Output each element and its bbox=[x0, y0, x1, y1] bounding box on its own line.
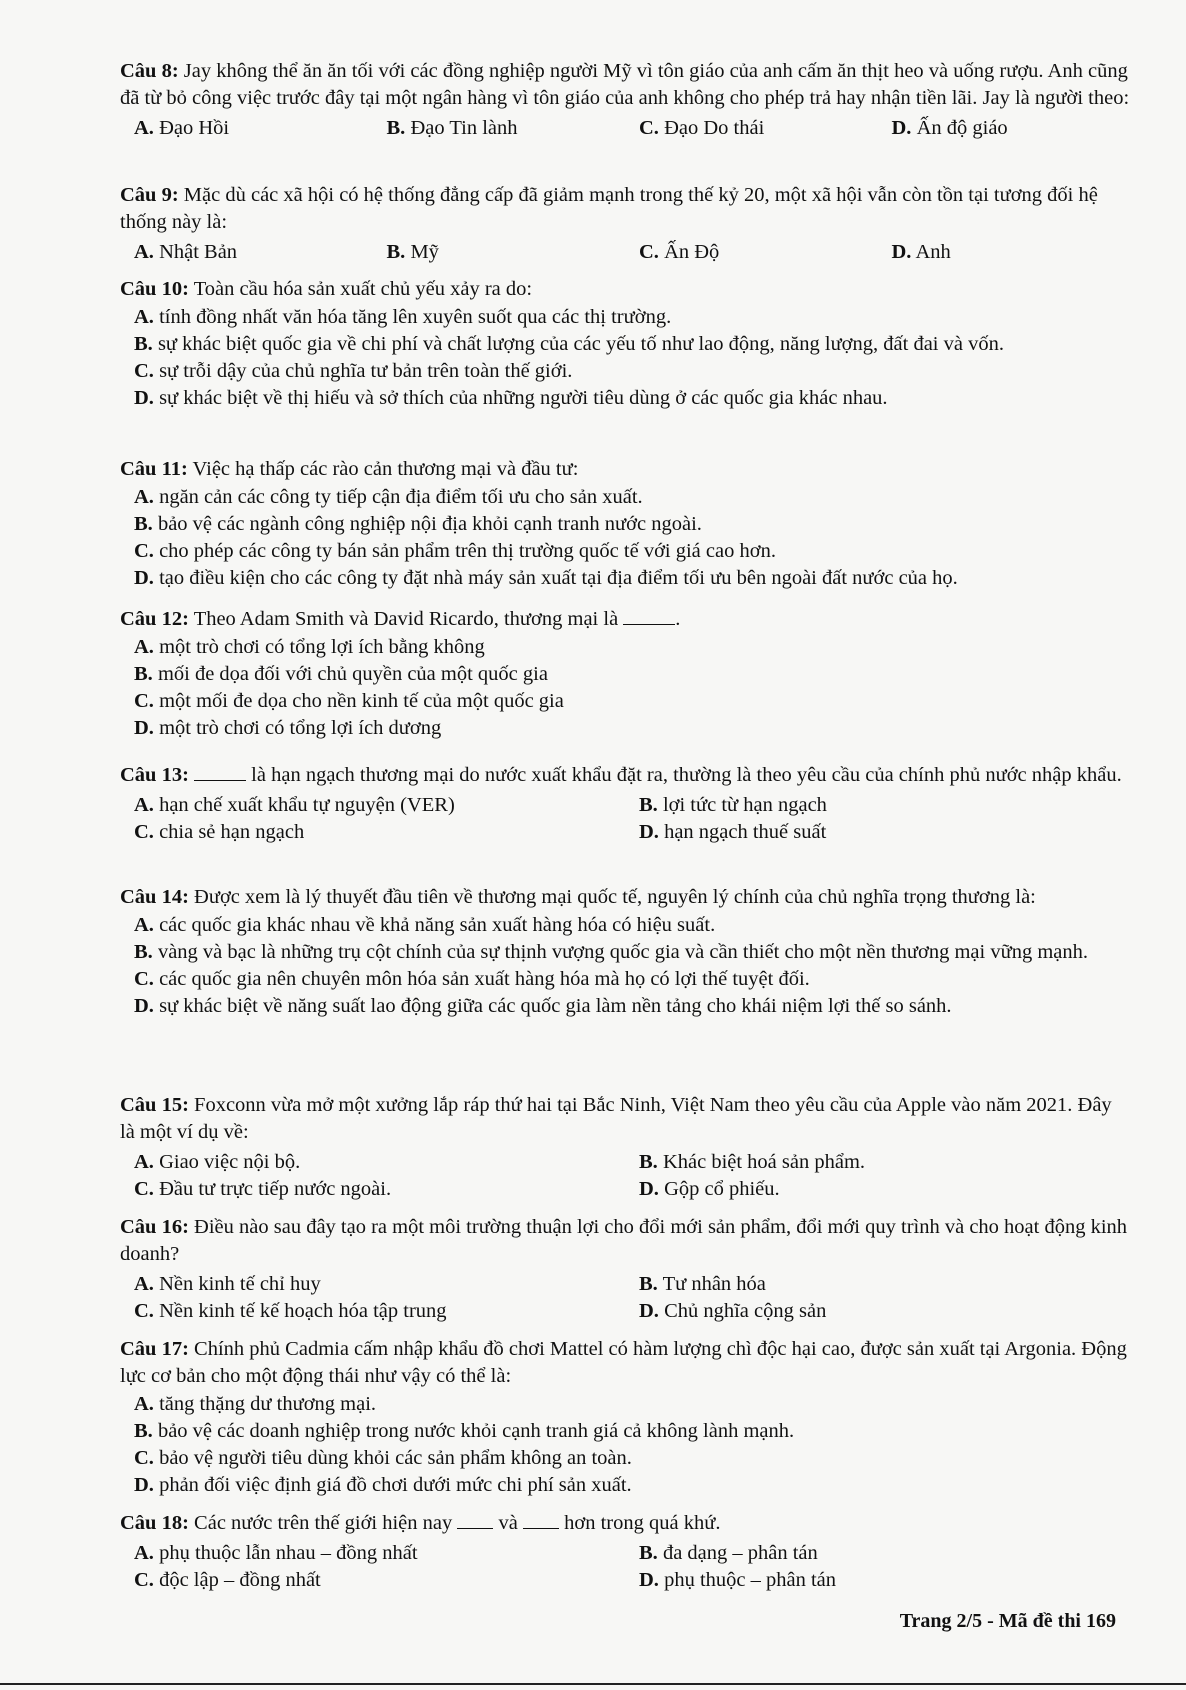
option-a[interactable] bbox=[134, 634, 1130, 661]
question-body: Việc hạ thấp các rào cản thương mại và đầu tư: bbox=[192, 458, 579, 480]
option-text: các quốc gia nên chuyên môn hóa sản xuất hàng hóa mà họ có lợi thế tuyệt đối. bbox=[159, 968, 810, 990]
option-text: một trò chơi có tổng lợi ích dương bbox=[159, 717, 442, 739]
option-d[interactable] bbox=[134, 1472, 1130, 1499]
option-a[interactable] bbox=[134, 304, 1130, 331]
question-10 bbox=[120, 276, 1130, 412]
option-text: chia sẻ hạn ngạch bbox=[159, 821, 305, 843]
question-number: Câu 14: bbox=[120, 886, 189, 908]
answer-blank bbox=[623, 606, 675, 625]
question-body: Theo Adam Smith và David Ricardo, thương mại là bbox=[193, 608, 619, 630]
question-15-text bbox=[120, 1092, 1130, 1146]
option-letter: C. bbox=[134, 821, 154, 843]
question-body-mid: và bbox=[498, 1512, 518, 1534]
question-number: Câu 8: bbox=[120, 60, 179, 82]
option-letter: D. bbox=[134, 1474, 154, 1496]
option-letter: B. bbox=[134, 663, 153, 685]
option-text: Đạo Hồi bbox=[159, 117, 230, 139]
option-d[interactable] bbox=[625, 819, 1130, 846]
option-text: hạn chế xuất khẩu tự nguyện (VER) bbox=[159, 794, 455, 816]
option-letter: A. bbox=[134, 1273, 154, 1295]
option-d[interactable] bbox=[878, 115, 1131, 142]
question-14-text bbox=[120, 884, 1130, 911]
options-row bbox=[120, 1149, 1130, 1176]
option-letter: C. bbox=[134, 690, 154, 712]
options-list bbox=[120, 912, 1130, 1020]
option-letter: B. bbox=[386, 241, 406, 263]
option-letter: C. bbox=[639, 117, 659, 139]
question-body-end: hơn trong quá khứ. bbox=[564, 1512, 721, 1534]
options-row bbox=[120, 1176, 1130, 1203]
question-8-text bbox=[120, 58, 1130, 112]
option-letter: B. bbox=[134, 941, 153, 963]
option-letter: B. bbox=[134, 1420, 153, 1442]
option-letter: B. bbox=[639, 1542, 658, 1564]
question-body: Được xem là lý thuyết đầu tiên về thương mại quốc tế, nguyên lý chính của chủ nghĩa trọng thương là: bbox=[194, 886, 1036, 908]
option-c[interactable] bbox=[134, 688, 1130, 715]
options-list bbox=[120, 1391, 1130, 1499]
question-number: Câu 18: bbox=[120, 1512, 189, 1534]
option-text: sự khác biệt về năng suất lao động giữa các quốc gia làm nền tảng cho khái niệm lợi thế so sánh. bbox=[159, 995, 952, 1017]
question-10-text bbox=[120, 276, 1130, 303]
option-letter: D. bbox=[134, 387, 154, 409]
option-letter: C. bbox=[134, 1178, 154, 1200]
option-letter: D. bbox=[891, 117, 912, 139]
option-letter: B. bbox=[639, 794, 658, 816]
question-17-text bbox=[120, 1336, 1130, 1390]
option-d[interactable] bbox=[625, 1298, 1130, 1325]
options-row bbox=[120, 1298, 1130, 1325]
question-body: Toàn cầu hóa sản xuất chủ yếu xảy ra do: bbox=[193, 278, 533, 300]
option-letter: A. bbox=[134, 306, 154, 328]
option-text: phụ thuộc lẫn nhau – đồng nhất bbox=[159, 1542, 418, 1564]
option-letter: A. bbox=[134, 794, 154, 816]
answer-blank bbox=[457, 1510, 493, 1529]
option-d[interactable] bbox=[625, 1567, 1130, 1594]
option-d[interactable] bbox=[134, 385, 1130, 412]
question-body: Chính phủ Cadmia cấm nhập khẩu đồ chơi Mattel có hàm lượng chì độc hại cao, được sản xuất tại Argonia. Động lực cơ bản cho một động thái như vậy có thể là: bbox=[120, 1338, 1127, 1387]
option-letter: A. bbox=[134, 117, 154, 139]
option-letter: D. bbox=[639, 1300, 659, 1322]
question-16 bbox=[120, 1214, 1130, 1325]
option-letter: A. bbox=[134, 486, 154, 508]
option-text: sự khác biệt về thị hiếu và sở thích của những người tiêu dùng ở các quốc gia khác nhau. bbox=[159, 387, 888, 409]
option-text: Anh bbox=[915, 241, 951, 263]
option-text: Nhật Bản bbox=[159, 241, 238, 263]
question-body: Foxconn vừa mở một xưởng lắp ráp thứ hai tại Bắc Ninh, Việt Nam theo yêu cầu của Apple vào năm 2021. Đây là một ví dụ về: bbox=[120, 1094, 1112, 1143]
options-list bbox=[120, 634, 1130, 742]
options-row bbox=[120, 1567, 1130, 1594]
option-c[interactable] bbox=[120, 1176, 625, 1203]
options-row bbox=[120, 239, 1130, 266]
option-letter: D. bbox=[134, 567, 154, 589]
question-number: Câu 13: bbox=[120, 764, 189, 786]
question-number: Câu 9: bbox=[120, 184, 179, 206]
option-text: cho phép các công ty bán sản phẩm trên thị trường quốc tế với giá cao hơn. bbox=[159, 540, 776, 562]
option-letter: C. bbox=[134, 1447, 154, 1469]
option-d[interactable] bbox=[878, 239, 1131, 266]
options-list bbox=[120, 304, 1130, 412]
answer-blank bbox=[523, 1510, 559, 1529]
option-d[interactable] bbox=[134, 565, 1130, 592]
option-text: sự khác biệt quốc gia về chi phí và chất lượng của các yếu tố như lao động, năng lượng, đất đai và vốn. bbox=[157, 333, 1004, 355]
option-text: Nền kinh tế kế hoạch hóa tập trung bbox=[159, 1300, 447, 1322]
option-letter: A. bbox=[134, 636, 154, 658]
option-b[interactable] bbox=[625, 792, 1130, 819]
option-text: tính đồng nhất văn hóa tăng lên xuyên suốt qua các thị trường. bbox=[159, 306, 672, 328]
option-a[interactable] bbox=[120, 115, 373, 142]
option-c[interactable] bbox=[134, 538, 1130, 565]
question-12 bbox=[120, 606, 1130, 742]
question-body: Mặc dù các xã hội có hệ thống đẳng cấp đã giảm mạnh trong thế kỷ 20, một xã hội vẫn còn tồn tại tương đối hệ thống này là: bbox=[120, 184, 1098, 233]
option-text: các quốc gia khác nhau về khả năng sản xuất hàng hóa có hiệu suất. bbox=[159, 914, 716, 936]
option-c[interactable] bbox=[120, 1567, 625, 1594]
question-body-end: . bbox=[675, 608, 681, 630]
question-17 bbox=[120, 1336, 1130, 1499]
option-letter: A. bbox=[134, 241, 154, 263]
question-number: Câu 17: bbox=[120, 1338, 189, 1360]
option-letter: D. bbox=[891, 241, 912, 263]
option-text: Gộp cổ phiếu. bbox=[664, 1178, 780, 1200]
option-text: Khác biệt hoá sản phẩm. bbox=[662, 1151, 866, 1173]
option-text: Tư nhân hóa bbox=[662, 1273, 766, 1295]
option-c[interactable] bbox=[134, 1445, 1130, 1472]
option-b[interactable] bbox=[134, 511, 1130, 538]
option-c[interactable] bbox=[625, 239, 878, 266]
option-letter: A. bbox=[134, 914, 154, 936]
option-letter: C. bbox=[134, 1300, 154, 1322]
question-12-text bbox=[120, 606, 1130, 633]
question-18-text bbox=[120, 1510, 1130, 1537]
option-b[interactable] bbox=[373, 115, 626, 142]
option-text: hạn ngạch thuế suất bbox=[664, 821, 827, 843]
options-row bbox=[120, 1271, 1130, 1298]
options-row bbox=[120, 1540, 1130, 1567]
question-number: Câu 16: bbox=[120, 1216, 189, 1238]
option-b[interactable] bbox=[625, 1540, 1130, 1567]
option-text: vàng và bạc là những trụ cột chính của sự thịnh vượng quốc gia và cần thiết cho một nền thương mại vững mạnh. bbox=[157, 941, 1088, 963]
option-text: Nền kinh tế chỉ huy bbox=[159, 1273, 321, 1295]
question-9 bbox=[120, 182, 1130, 266]
option-a[interactable] bbox=[120, 792, 625, 819]
option-text: Ấn Độ bbox=[664, 241, 720, 263]
options-row bbox=[120, 819, 1130, 846]
option-letter: B. bbox=[386, 117, 406, 139]
option-letter: C. bbox=[134, 1569, 154, 1591]
options-row bbox=[120, 792, 1130, 819]
option-c[interactable] bbox=[134, 358, 1130, 385]
question-body: Điều nào sau đây tạo ra một môi trường thuận lợi cho đổi mới sản phẩm, đổi mới quy trình và cho hoạt động kinh doanh? bbox=[120, 1216, 1128, 1265]
option-text: độc lập – đồng nhất bbox=[159, 1569, 321, 1591]
option-text: ngăn cản các công ty tiếp cận địa điểm tối ưu cho sản xuất. bbox=[159, 486, 643, 508]
options-list bbox=[120, 484, 1130, 592]
question-13-text bbox=[120, 762, 1130, 789]
option-c[interactable] bbox=[120, 819, 625, 846]
option-text: tạo điều kiện cho các công ty đặt nhà máy sản xuất tại địa điểm tối ưu bên ngoài đất nước của họ. bbox=[159, 567, 958, 589]
question-number: Câu 12: bbox=[120, 608, 189, 630]
page-footer: Trang 2/5 - Mã đề thi 169 bbox=[899, 1610, 1116, 1632]
option-text: lợi tức từ hạn ngạch bbox=[662, 794, 827, 816]
option-d[interactable] bbox=[134, 715, 1130, 742]
option-a[interactable] bbox=[134, 484, 1130, 511]
option-b[interactable] bbox=[373, 239, 626, 266]
option-b[interactable] bbox=[134, 331, 1130, 358]
option-text: mối đe dọa đối với chủ quyền của một quốc gia bbox=[157, 663, 548, 685]
question-8 bbox=[120, 58, 1130, 142]
question-body: Các nước trên thế giới hiện nay bbox=[194, 1512, 453, 1534]
question-15 bbox=[120, 1092, 1130, 1203]
question-16-text bbox=[120, 1214, 1130, 1268]
option-text: Đạo Do thái bbox=[664, 117, 765, 139]
option-text: Đầu tư trực tiếp nước ngoài. bbox=[159, 1178, 392, 1200]
option-b[interactable] bbox=[134, 661, 1130, 688]
option-text: Đạo Tin lành bbox=[410, 117, 518, 139]
question-body: Jay không thể ăn ăn tối với các đồng nghiệp người Mỹ vì tôn giáo của anh cấm ăn thịt heo và uống rượu. Anh cũng đã từ bỏ công việc trước đây tại một ngân hàng vì tôn giáo của anh không cho phép trả hay nhận tiền lãi. Jay là người theo: bbox=[120, 60, 1130, 109]
option-text: Ấn độ giáo bbox=[916, 117, 1008, 139]
option-letter: B. bbox=[639, 1151, 658, 1173]
question-number: Câu 10: bbox=[120, 278, 189, 300]
option-letter: A. bbox=[134, 1393, 154, 1415]
question-13 bbox=[120, 762, 1130, 846]
option-text: Mỹ bbox=[410, 241, 439, 263]
option-letter: C. bbox=[134, 360, 154, 382]
option-text: phụ thuộc – phân tán bbox=[664, 1569, 837, 1591]
option-letter: D. bbox=[639, 821, 659, 843]
question-11-text bbox=[120, 456, 1130, 483]
option-letter: B. bbox=[134, 513, 153, 535]
option-text: bảo vệ người tiêu dùng khỏi các sản phẩm không an toàn. bbox=[159, 1447, 632, 1469]
option-a[interactable] bbox=[134, 1391, 1130, 1418]
question-11 bbox=[120, 456, 1130, 592]
options-row bbox=[120, 115, 1130, 142]
option-letter: D. bbox=[639, 1569, 659, 1591]
option-text: phản đối việc định giá đồ chơi dưới mức chi phí sản xuất. bbox=[159, 1474, 632, 1496]
option-a[interactable] bbox=[120, 1540, 625, 1567]
question-number: Câu 11: bbox=[120, 458, 188, 480]
bottom-divider bbox=[0, 1683, 1186, 1685]
option-text: đa dạng – phân tán bbox=[662, 1542, 818, 1564]
option-text: bảo vệ các ngành công nghiệp nội địa khỏi cạnh tranh nước ngoài. bbox=[157, 513, 702, 535]
option-d[interactable] bbox=[134, 993, 1130, 1020]
option-text: một mối đe dọa cho nền kinh tế của một quốc gia bbox=[159, 690, 564, 712]
option-letter: C. bbox=[134, 968, 154, 990]
option-c[interactable] bbox=[120, 1298, 625, 1325]
option-b[interactable] bbox=[134, 939, 1130, 966]
option-text: một trò chơi có tổng lợi ích bằng không bbox=[159, 636, 485, 658]
question-14 bbox=[120, 884, 1130, 1020]
option-letter: D. bbox=[134, 995, 154, 1017]
question-number: Câu 15: bbox=[120, 1094, 189, 1116]
option-text: Giao việc nội bộ. bbox=[159, 1151, 301, 1173]
option-c[interactable] bbox=[134, 966, 1130, 993]
option-letter: C. bbox=[134, 540, 154, 562]
option-b[interactable] bbox=[134, 1418, 1130, 1445]
option-text: sự trỗi dậy của chủ nghĩa tư bản trên toàn thế giới. bbox=[159, 360, 573, 382]
option-letter: C. bbox=[639, 241, 659, 263]
option-c[interactable] bbox=[625, 115, 878, 142]
option-letter: D. bbox=[134, 717, 154, 739]
question-18 bbox=[120, 1510, 1130, 1594]
answer-blank bbox=[194, 762, 246, 781]
option-b[interactable] bbox=[625, 1271, 1130, 1298]
question-9-text bbox=[120, 182, 1130, 236]
option-letter: A. bbox=[134, 1542, 154, 1564]
option-a[interactable] bbox=[120, 1149, 625, 1176]
option-letter: D. bbox=[639, 1178, 659, 1200]
option-a[interactable] bbox=[134, 912, 1130, 939]
question-body: là hạn ngạch thương mại do nước xuất khẩu đặt ra, thường là theo yêu cầu của chính phủ nước nhập khẩu. bbox=[251, 764, 1122, 786]
option-text: bảo vệ các doanh nghiệp trong nước khỏi cạnh tranh giá cả không lành mạnh. bbox=[157, 1420, 795, 1442]
option-letter: B. bbox=[639, 1273, 658, 1295]
option-text: tăng thặng dư thương mại. bbox=[159, 1393, 377, 1415]
option-letter: B. bbox=[134, 333, 153, 355]
option-a[interactable] bbox=[120, 1271, 625, 1298]
option-d[interactable] bbox=[625, 1176, 1130, 1203]
option-a[interactable] bbox=[120, 239, 373, 266]
option-text: Chủ nghĩa cộng sản bbox=[664, 1300, 827, 1322]
option-letter: A. bbox=[134, 1151, 154, 1173]
option-b[interactable] bbox=[625, 1149, 1130, 1176]
